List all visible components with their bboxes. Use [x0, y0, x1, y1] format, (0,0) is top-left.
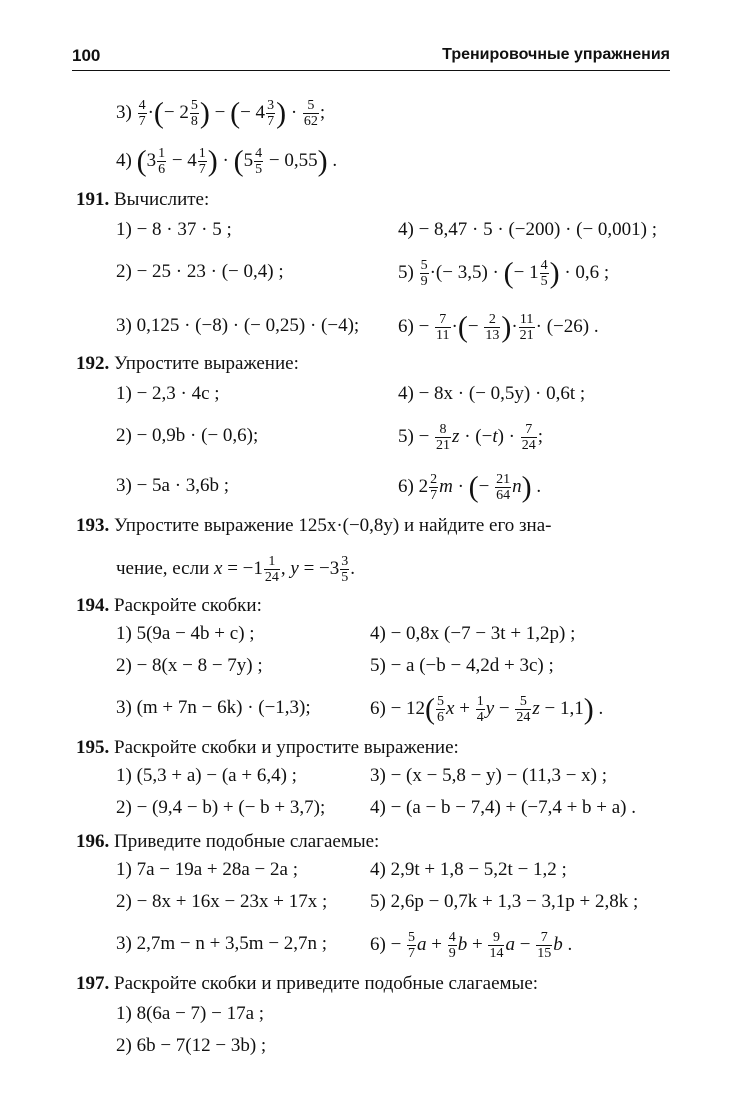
p194-item-3: 3) (m + 7n − 6k) · (−1,3);: [116, 697, 311, 718]
problem-196-heading: 196. Приведите подобные слагаемые:: [76, 831, 380, 852]
p190-item-3: 3) $\frac{4}{7}$ ·(− 2 $\frac{5}{8}$ ) − (− 4 $\frac{3}{7}$ ) · $\frac{5}{62}$ ;: [116, 96, 326, 130]
p194-item-2: 2) − 8(x − 8 − 7y) ;: [116, 655, 263, 676]
p195-item-1: 1) (5,3 + a) − (a + 6,4) ;: [116, 765, 297, 786]
p192-item-4: 4) − 8x · (− 0,5y) · 0,6t ;: [398, 383, 586, 404]
p196-item-3: 3) 2,7m − n + 3,5m − 2,7n ;: [116, 933, 328, 954]
p196-item-5: 5) 2,6p − 0,7k + 1,3 − 3,1p + 2,8k ;: [370, 891, 639, 912]
p191-item-5: 5) $\frac{5}{9}$ ·(− 3,5) · (− 1 $\frac{4}{5}$ ) · 0,6 ;: [398, 256, 610, 290]
p197-item-1: 1) 8(6a − 7) − 17a ;: [116, 1003, 265, 1024]
p196-item-2: 2) − 8x + 16x − 23x + 17x ;: [116, 891, 328, 912]
p197-item-2: 2) 6b − 7(12 − 3b) ;: [116, 1035, 267, 1056]
p191-item-1: 1) − 8 · 37 · 5 ;: [116, 219, 232, 240]
problem-191-heading: 191. Вычислите:: [76, 189, 210, 210]
p194-item-5: 5) − a (−b − 4,2d + 3c) ;: [370, 655, 554, 676]
p191-item-2: 2) − 25 · 23 · (− 0,4) ;: [116, 261, 284, 282]
p192-item-5: 5) − $\frac{8}{21}$ z · (−t) · $\frac{7}{24}$ ;: [398, 422, 544, 453]
page-header: [72, 44, 670, 71]
p191-item-6: 6) − $\frac{7}{11}$ ·(− $\frac{2}{13}$ )· $\frac{11}{21}$ · (−26) .: [398, 310, 599, 344]
problem-197-heading: 197. Раскройте скобки и приведите подобные слагаемые:: [76, 973, 539, 994]
running-title: Тренировочные упражнения: [442, 46, 670, 63]
p196-item-6: 6) − $\frac{5}{7}$ a + $\frac{4}{9}$ b + $\frac{9}{14}$ a − $\frac{7}{15}$ b .: [370, 930, 573, 961]
problem-194-heading: 194. Раскройте скобки:: [76, 595, 262, 616]
p192-item-1: 1) − 2,3 · 4c ;: [116, 383, 220, 404]
p191-item-3: 3) 0,125 · (−8) · (− 0,25) · (−4);: [116, 315, 360, 336]
p192-item-6: 6) 2 $\frac{2}{7}$ m · (− $\frac{21}{64}$ n) .: [398, 470, 542, 504]
p192-item-3: 3) − 5a · 3,6b ;: [116, 475, 230, 496]
page-number: 100: [72, 46, 101, 65]
problem-195-heading: 195. Раскройте скобки и упростите выражение:: [76, 737, 459, 758]
problem-193-heading: 193. Упростите выражение 125x·(−0,8y) и найдите его зна-: [76, 515, 552, 536]
problem-193-continuation: чение, если x = −1 $\frac{1}{24}$ , y = −3 $\frac{3}{5}$ .: [116, 554, 355, 585]
p196-item-1: 1) 7a − 19a + 28a − 2a ;: [116, 859, 298, 880]
p194-item-6: 6) − 12( $\frac{5}{6}$ x + $\frac{1}{4}$ y − $\frac{5}{24}$ z − 1,1) .: [370, 692, 604, 726]
problem-192-heading: 192. Упростите выражение:: [76, 353, 299, 374]
p192-item-2: 2) − 0,9b · (− 0,6);: [116, 425, 259, 446]
p196-item-4: 4) 2,9t + 1,8 − 5,2t − 1,2 ;: [370, 859, 567, 880]
p194-item-1: 1) 5(9a − 4b + c) ;: [116, 623, 255, 644]
p191-item-4: 4) − 8,47 · 5 · (−200) · (− 0,001) ;: [398, 219, 658, 240]
p194-item-4: 4) − 0,8x (−7 − 3t + 1,2p) ;: [370, 623, 576, 644]
p195-item-2: 2) − (9,4 − b) + (− b + 3,7);: [116, 797, 326, 818]
p190-item-4: 4) (3 $\frac{1}{6}$ − 4 $\frac{1}{7}$ ) · (5 $\frac{4}{5}$ − 0,55) .: [116, 144, 338, 178]
p195-item-3: 3) − (x − 5,8 − y) − (11,3 − x) ;: [370, 765, 608, 786]
p195-item-4: 4) − (a − b − 7,4) + (−7,4 + b + a) .: [370, 797, 637, 818]
